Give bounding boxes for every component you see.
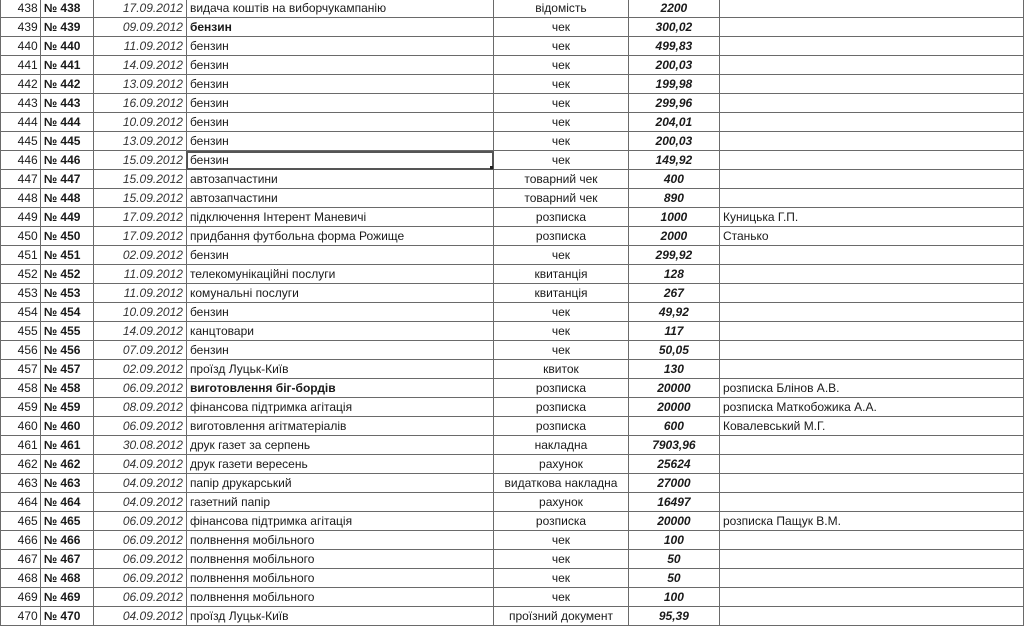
- table-row: [1, 588, 1024, 607]
- row-number-cell[interactable]: 467: [1, 550, 41, 569]
- description-cell[interactable]: фінансова підтримка агітація: [186, 398, 493, 417]
- note-cell[interactable]: [719, 607, 1023, 626]
- date-cell[interactable]: 02.09.2012: [94, 246, 186, 265]
- description-cell[interactable]: полвнення мобільного: [186, 550, 493, 569]
- spreadsheet-body: [1, 0, 1024, 626]
- document-type-cell[interactable]: чек: [494, 246, 629, 265]
- table-row: [1, 132, 1024, 151]
- date-cell[interactable]: 04.09.2012: [94, 607, 186, 626]
- row-number-cell[interactable]: 457: [1, 360, 41, 379]
- table-row: [1, 322, 1024, 341]
- date-cell[interactable]: 15.09.2012: [94, 189, 186, 208]
- date-cell[interactable]: 04.09.2012: [94, 474, 186, 493]
- document-type-cell[interactable]: чек: [494, 588, 629, 607]
- amount-cell[interactable]: 890: [628, 189, 719, 208]
- table-row: [1, 227, 1024, 246]
- date-cell[interactable]: 14.09.2012: [94, 322, 186, 341]
- row-number-cell[interactable]: 448: [1, 189, 41, 208]
- document-number-cell[interactable]: № 449: [40, 208, 94, 227]
- note-cell[interactable]: [719, 360, 1023, 379]
- document-type-cell[interactable]: чек: [494, 303, 629, 322]
- date-cell[interactable]: 08.09.2012: [94, 398, 186, 417]
- document-type-cell[interactable]: розписка: [494, 379, 629, 398]
- amount-cell[interactable]: 117: [628, 322, 719, 341]
- amount-cell[interactable]: 20000: [628, 398, 719, 417]
- document-type-cell[interactable]: розписка: [494, 398, 629, 417]
- row-number-cell[interactable]: 439: [1, 18, 41, 37]
- note-cell[interactable]: [719, 474, 1023, 493]
- amount-cell[interactable]: 20000: [628, 379, 719, 398]
- amount-cell[interactable]: 299,92: [628, 246, 719, 265]
- amount-cell[interactable]: 16497: [628, 493, 719, 512]
- table-row: [1, 265, 1024, 284]
- description-cell[interactable]: комунальні послуги: [186, 284, 493, 303]
- row-number-cell[interactable]: 449: [1, 208, 41, 227]
- row-number-cell[interactable]: 460: [1, 417, 41, 436]
- table-row: [1, 398, 1024, 417]
- amount-cell[interactable]: 100: [628, 531, 719, 550]
- note-cell[interactable]: [719, 113, 1023, 132]
- date-cell[interactable]: 07.09.2012: [94, 341, 186, 360]
- note-cell[interactable]: [719, 18, 1023, 37]
- document-type-cell[interactable]: видаткова накладна: [494, 474, 629, 493]
- amount-cell[interactable]: 200,03: [628, 132, 719, 151]
- row-number-cell[interactable]: 455: [1, 322, 41, 341]
- table-row: [1, 417, 1024, 436]
- document-type-cell[interactable]: чек: [494, 550, 629, 569]
- table-row: [1, 531, 1024, 550]
- row-number-cell[interactable]: 450: [1, 227, 41, 246]
- table-row: [1, 113, 1024, 132]
- note-cell[interactable]: розписка Пащук В.М.: [719, 512, 1023, 531]
- date-cell[interactable]: 10.09.2012: [94, 113, 186, 132]
- document-type-cell[interactable]: розписка: [494, 417, 629, 436]
- row-number-cell[interactable]: 442: [1, 75, 41, 94]
- note-cell[interactable]: [719, 75, 1023, 94]
- date-cell[interactable]: 09.09.2012: [94, 18, 186, 37]
- row-number-cell[interactable]: 470: [1, 607, 41, 626]
- note-cell[interactable]: [719, 569, 1023, 588]
- row-number-cell[interactable]: 462: [1, 455, 41, 474]
- note-cell[interactable]: [719, 265, 1023, 284]
- document-type-cell[interactable]: чек: [494, 18, 629, 37]
- row-number-cell[interactable]: 463: [1, 474, 41, 493]
- document-number-cell[interactable]: № 465: [40, 512, 94, 531]
- row-number-cell[interactable]: 440: [1, 37, 41, 56]
- note-cell[interactable]: [719, 189, 1023, 208]
- row-number-cell[interactable]: 443: [1, 94, 41, 113]
- amount-cell[interactable]: 49,92: [628, 303, 719, 322]
- description-cell[interactable]: автозапчастини: [186, 170, 493, 189]
- document-number-cell[interactable]: № 469: [40, 588, 94, 607]
- row-number-cell[interactable]: 454: [1, 303, 41, 322]
- table-row: [1, 246, 1024, 265]
- table-row: [1, 18, 1024, 37]
- amount-cell[interactable]: 100: [628, 588, 719, 607]
- row-number-cell[interactable]: 445: [1, 132, 41, 151]
- amount-cell[interactable]: 7903,96: [628, 436, 719, 455]
- note-cell[interactable]: Куницька Г.П.: [719, 208, 1023, 227]
- date-cell[interactable]: 17.09.2012: [94, 227, 186, 246]
- amount-cell[interactable]: 400: [628, 170, 719, 189]
- document-number-cell[interactable]: № 450: [40, 227, 94, 246]
- date-cell[interactable]: 04.09.2012: [94, 493, 186, 512]
- note-cell[interactable]: [719, 94, 1023, 113]
- document-number-cell[interactable]: № 459: [40, 398, 94, 417]
- description-cell[interactable]: бензин: [186, 246, 493, 265]
- row-number-cell[interactable]: 451: [1, 246, 41, 265]
- table-row: [1, 0, 1024, 18]
- note-cell[interactable]: розписка Блінов А.В.: [719, 379, 1023, 398]
- amount-cell[interactable]: 50: [628, 550, 719, 569]
- date-cell[interactable]: 06.09.2012: [94, 550, 186, 569]
- description-cell[interactable]: проїзд Луцьк-Київ: [186, 360, 493, 379]
- table-row: [1, 607, 1024, 626]
- description-cell[interactable]: бензин: [186, 18, 493, 37]
- document-number-cell[interactable]: № 468: [40, 569, 94, 588]
- table-row: [1, 151, 1024, 170]
- amount-cell[interactable]: 130: [628, 360, 719, 379]
- description-cell[interactable]: бензин: [186, 113, 493, 132]
- description-cell[interactable]: придбання футбольна форма Рожище: [186, 227, 493, 246]
- description-cell[interactable]: канцтовари: [186, 322, 493, 341]
- document-number-cell[interactable]: № 452: [40, 265, 94, 284]
- date-cell[interactable]: 16.09.2012: [94, 94, 186, 113]
- note-cell[interactable]: [719, 284, 1023, 303]
- row-number-cell[interactable]: 469: [1, 588, 41, 607]
- amount-cell[interactable]: 50,05: [628, 341, 719, 360]
- document-type-cell[interactable]: чек: [494, 322, 629, 341]
- table-row: [1, 493, 1024, 512]
- table-row: [1, 436, 1024, 455]
- table-row: [1, 94, 1024, 113]
- document-type-cell[interactable]: розписка: [494, 227, 629, 246]
- table-row: [1, 360, 1024, 379]
- document-type-cell[interactable]: чек: [494, 341, 629, 360]
- description-cell[interactable]: друк газет за серпень: [186, 436, 493, 455]
- table-row: [1, 208, 1024, 227]
- row-number-cell[interactable]: 464: [1, 493, 41, 512]
- date-cell[interactable]: 15.09.2012: [94, 151, 186, 170]
- date-cell[interactable]: 11.09.2012: [94, 284, 186, 303]
- row-number-cell[interactable]: 458: [1, 379, 41, 398]
- document-number-cell[interactable]: № 467: [40, 550, 94, 569]
- document-type-cell[interactable]: квиток: [494, 360, 629, 379]
- date-cell[interactable]: 06.09.2012: [94, 512, 186, 531]
- table-row: [1, 284, 1024, 303]
- amount-cell[interactable]: 2000: [628, 227, 719, 246]
- amount-cell[interactable]: 204,01: [628, 113, 719, 132]
- note-cell[interactable]: [719, 170, 1023, 189]
- amount-cell[interactable]: 2200: [628, 0, 719, 18]
- note-cell[interactable]: [719, 531, 1023, 550]
- note-cell[interactable]: [719, 0, 1023, 18]
- amount-cell[interactable]: 200,03: [628, 56, 719, 75]
- amount-cell[interactable]: 95,39: [628, 607, 719, 626]
- document-number-cell[interactable]: № 442: [40, 75, 94, 94]
- date-cell[interactable]: 30.08.2012: [94, 436, 186, 455]
- table-row: [1, 550, 1024, 569]
- description-cell[interactable]: полвнення мобільного: [186, 531, 493, 550]
- row-number-cell[interactable]: 466: [1, 531, 41, 550]
- description-cell[interactable]: бензин: [186, 132, 493, 151]
- table-row: [1, 37, 1024, 56]
- description-cell[interactable]: проїзд Луцьк-Київ: [186, 607, 493, 626]
- amount-cell[interactable]: 149,92: [628, 151, 719, 170]
- amount-cell[interactable]: 1000: [628, 208, 719, 227]
- document-type-cell[interactable]: рахунок: [494, 493, 629, 512]
- note-cell[interactable]: [719, 37, 1023, 56]
- document-number-cell[interactable]: № 460: [40, 417, 94, 436]
- description-cell[interactable]: папір друкарський: [186, 474, 493, 493]
- date-cell[interactable]: 02.09.2012: [94, 360, 186, 379]
- note-cell[interactable]: [719, 303, 1023, 322]
- table-row: [1, 75, 1024, 94]
- date-cell[interactable]: 13.09.2012: [94, 132, 186, 151]
- description-cell[interactable]: бензин: [186, 94, 493, 113]
- document-type-cell[interactable]: чек: [494, 132, 629, 151]
- selected-cell[interactable]: бензин: [186, 151, 493, 170]
- document-type-cell[interactable]: чек: [494, 37, 629, 56]
- table-row: [1, 474, 1024, 493]
- document-number-cell[interactable]: № 470: [40, 607, 94, 626]
- document-number-cell[interactable]: № 463: [40, 474, 94, 493]
- description-cell[interactable]: телекомунікаційні послуги: [186, 265, 493, 284]
- description-cell[interactable]: друк газети вересень: [186, 455, 493, 474]
- document-type-cell[interactable]: накладна: [494, 436, 629, 455]
- description-cell[interactable]: бензин: [186, 56, 493, 75]
- row-number-cell[interactable]: 438: [1, 0, 41, 18]
- date-cell[interactable]: 06.09.2012: [94, 417, 186, 436]
- amount-cell[interactable]: 300,02: [628, 18, 719, 37]
- document-type-cell[interactable]: чек: [494, 569, 629, 588]
- note-cell[interactable]: [719, 322, 1023, 341]
- note-cell[interactable]: [719, 151, 1023, 170]
- date-cell[interactable]: 15.09.2012: [94, 170, 186, 189]
- document-type-cell[interactable]: відомість: [494, 0, 629, 18]
- document-type-cell[interactable]: розписка: [494, 208, 629, 227]
- document-type-cell[interactable]: чек: [494, 75, 629, 94]
- document-type-cell[interactable]: розписка: [494, 512, 629, 531]
- document-number-cell[interactable]: № 454: [40, 303, 94, 322]
- document-type-cell[interactable]: квитанція: [494, 265, 629, 284]
- description-cell[interactable]: полвнення мобільного: [186, 588, 493, 607]
- document-number-cell[interactable]: № 448: [40, 189, 94, 208]
- description-cell[interactable]: фінансова підтримка агітація: [186, 512, 493, 531]
- document-number-cell[interactable]: № 444: [40, 113, 94, 132]
- note-cell[interactable]: [719, 341, 1023, 360]
- document-number-cell[interactable]: № 461: [40, 436, 94, 455]
- date-cell[interactable]: 06.09.2012: [94, 588, 186, 607]
- amount-cell[interactable]: 199,98: [628, 75, 719, 94]
- date-cell[interactable]: 10.09.2012: [94, 303, 186, 322]
- description-cell[interactable]: виготовлення агітматеріалів: [186, 417, 493, 436]
- amount-cell[interactable]: 20000: [628, 512, 719, 531]
- amount-cell[interactable]: 267: [628, 284, 719, 303]
- note-cell[interactable]: [719, 132, 1023, 151]
- note-cell[interactable]: [719, 550, 1023, 569]
- date-cell[interactable]: 11.09.2012: [94, 37, 186, 56]
- document-number-cell[interactable]: № 462: [40, 455, 94, 474]
- table-row: [1, 512, 1024, 531]
- table-row: [1, 170, 1024, 189]
- document-type-cell[interactable]: чек: [494, 94, 629, 113]
- note-cell[interactable]: розписка Маткобожика А.А.: [719, 398, 1023, 417]
- description-cell[interactable]: полвнення мобільного: [186, 569, 493, 588]
- row-number-cell[interactable]: 456: [1, 341, 41, 360]
- description-cell[interactable]: бензин: [186, 303, 493, 322]
- document-number-cell[interactable]: № 445: [40, 132, 94, 151]
- document-type-cell[interactable]: товарний чек: [494, 170, 629, 189]
- amount-cell[interactable]: 499,83: [628, 37, 719, 56]
- note-cell[interactable]: [719, 56, 1023, 75]
- table-row: [1, 341, 1024, 360]
- document-number-cell[interactable]: № 466: [40, 531, 94, 550]
- row-number-cell[interactable]: 459: [1, 398, 41, 417]
- document-number-cell[interactable]: № 447: [40, 170, 94, 189]
- row-number-cell[interactable]: 452: [1, 265, 41, 284]
- table-row: [1, 189, 1024, 208]
- note-cell[interactable]: [719, 493, 1023, 512]
- document-number-cell[interactable]: № 453: [40, 284, 94, 303]
- row-number-cell[interactable]: 447: [1, 170, 41, 189]
- row-number-cell[interactable]: 446: [1, 151, 41, 170]
- row-number-cell[interactable]: 453: [1, 284, 41, 303]
- document-type-cell[interactable]: чек: [494, 113, 629, 132]
- description-cell[interactable]: підключення Інтерент Маневичі: [186, 208, 493, 227]
- document-number-cell[interactable]: № 440: [40, 37, 94, 56]
- row-number-cell[interactable]: 461: [1, 436, 41, 455]
- table-row: [1, 455, 1024, 474]
- date-cell[interactable]: 17.09.2012: [94, 208, 186, 227]
- note-cell[interactable]: Ковалевський М.Г.: [719, 417, 1023, 436]
- document-number-cell[interactable]: № 443: [40, 94, 94, 113]
- row-number-cell[interactable]: 465: [1, 512, 41, 531]
- document-number-cell[interactable]: № 451: [40, 246, 94, 265]
- date-cell[interactable]: 06.09.2012: [94, 569, 186, 588]
- date-cell[interactable]: 13.09.2012: [94, 75, 186, 94]
- date-cell[interactable]: 06.09.2012: [94, 379, 186, 398]
- table-row: [1, 303, 1024, 322]
- fill-handle[interactable]: [490, 166, 494, 170]
- date-cell[interactable]: 11.09.2012: [94, 265, 186, 284]
- document-type-cell[interactable]: чек: [494, 56, 629, 75]
- amount-cell[interactable]: 50: [628, 569, 719, 588]
- date-cell[interactable]: 17.09.2012: [94, 0, 186, 18]
- document-number-cell[interactable]: № 446: [40, 151, 94, 170]
- document-number-cell[interactable]: № 439: [40, 18, 94, 37]
- description-cell[interactable]: автозапчастини: [186, 189, 493, 208]
- document-type-cell[interactable]: квитанція: [494, 284, 629, 303]
- note-cell[interactable]: [719, 246, 1023, 265]
- description-cell[interactable]: видача коштів на виборчукампанію: [186, 0, 493, 18]
- document-number-cell[interactable]: № 464: [40, 493, 94, 512]
- note-cell[interactable]: [719, 436, 1023, 455]
- note-cell[interactable]: [719, 588, 1023, 607]
- document-number-cell[interactable]: № 455: [40, 322, 94, 341]
- row-number-cell[interactable]: 441: [1, 56, 41, 75]
- document-number-cell[interactable]: № 457: [40, 360, 94, 379]
- date-cell[interactable]: 06.09.2012: [94, 531, 186, 550]
- amount-cell[interactable]: 25624: [628, 455, 719, 474]
- date-cell[interactable]: 04.09.2012: [94, 455, 186, 474]
- amount-cell[interactable]: 299,96: [628, 94, 719, 113]
- description-cell[interactable]: бензин: [186, 341, 493, 360]
- amount-cell[interactable]: 27000: [628, 474, 719, 493]
- row-number-cell[interactable]: 468: [1, 569, 41, 588]
- date-cell[interactable]: 14.09.2012: [94, 56, 186, 75]
- document-number-cell[interactable]: № 456: [40, 341, 94, 360]
- note-cell[interactable]: Станько: [719, 227, 1023, 246]
- description-cell[interactable]: виготовлення біг-бордів: [186, 379, 493, 398]
- description-cell[interactable]: бензин: [186, 75, 493, 94]
- description-cell[interactable]: бензин: [186, 37, 493, 56]
- document-type-cell[interactable]: чек: [494, 151, 629, 170]
- document-type-cell[interactable]: рахунок: [494, 455, 629, 474]
- amount-cell[interactable]: 128: [628, 265, 719, 284]
- document-number-cell[interactable]: № 441: [40, 56, 94, 75]
- document-number-cell[interactable]: № 458: [40, 379, 94, 398]
- row-number-cell[interactable]: 444: [1, 113, 41, 132]
- table-row: [1, 379, 1024, 398]
- document-number-cell[interactable]: № 438: [40, 0, 94, 18]
- document-type-cell[interactable]: чек: [494, 531, 629, 550]
- table-row: [1, 56, 1024, 75]
- document-type-cell[interactable]: проїзний документ: [494, 607, 629, 626]
- amount-cell[interactable]: 600: [628, 417, 719, 436]
- description-cell[interactable]: газетний папір: [186, 493, 493, 512]
- table-row: [1, 569, 1024, 588]
- note-cell[interactable]: [719, 455, 1023, 474]
- document-type-cell[interactable]: товарний чек: [494, 189, 629, 208]
